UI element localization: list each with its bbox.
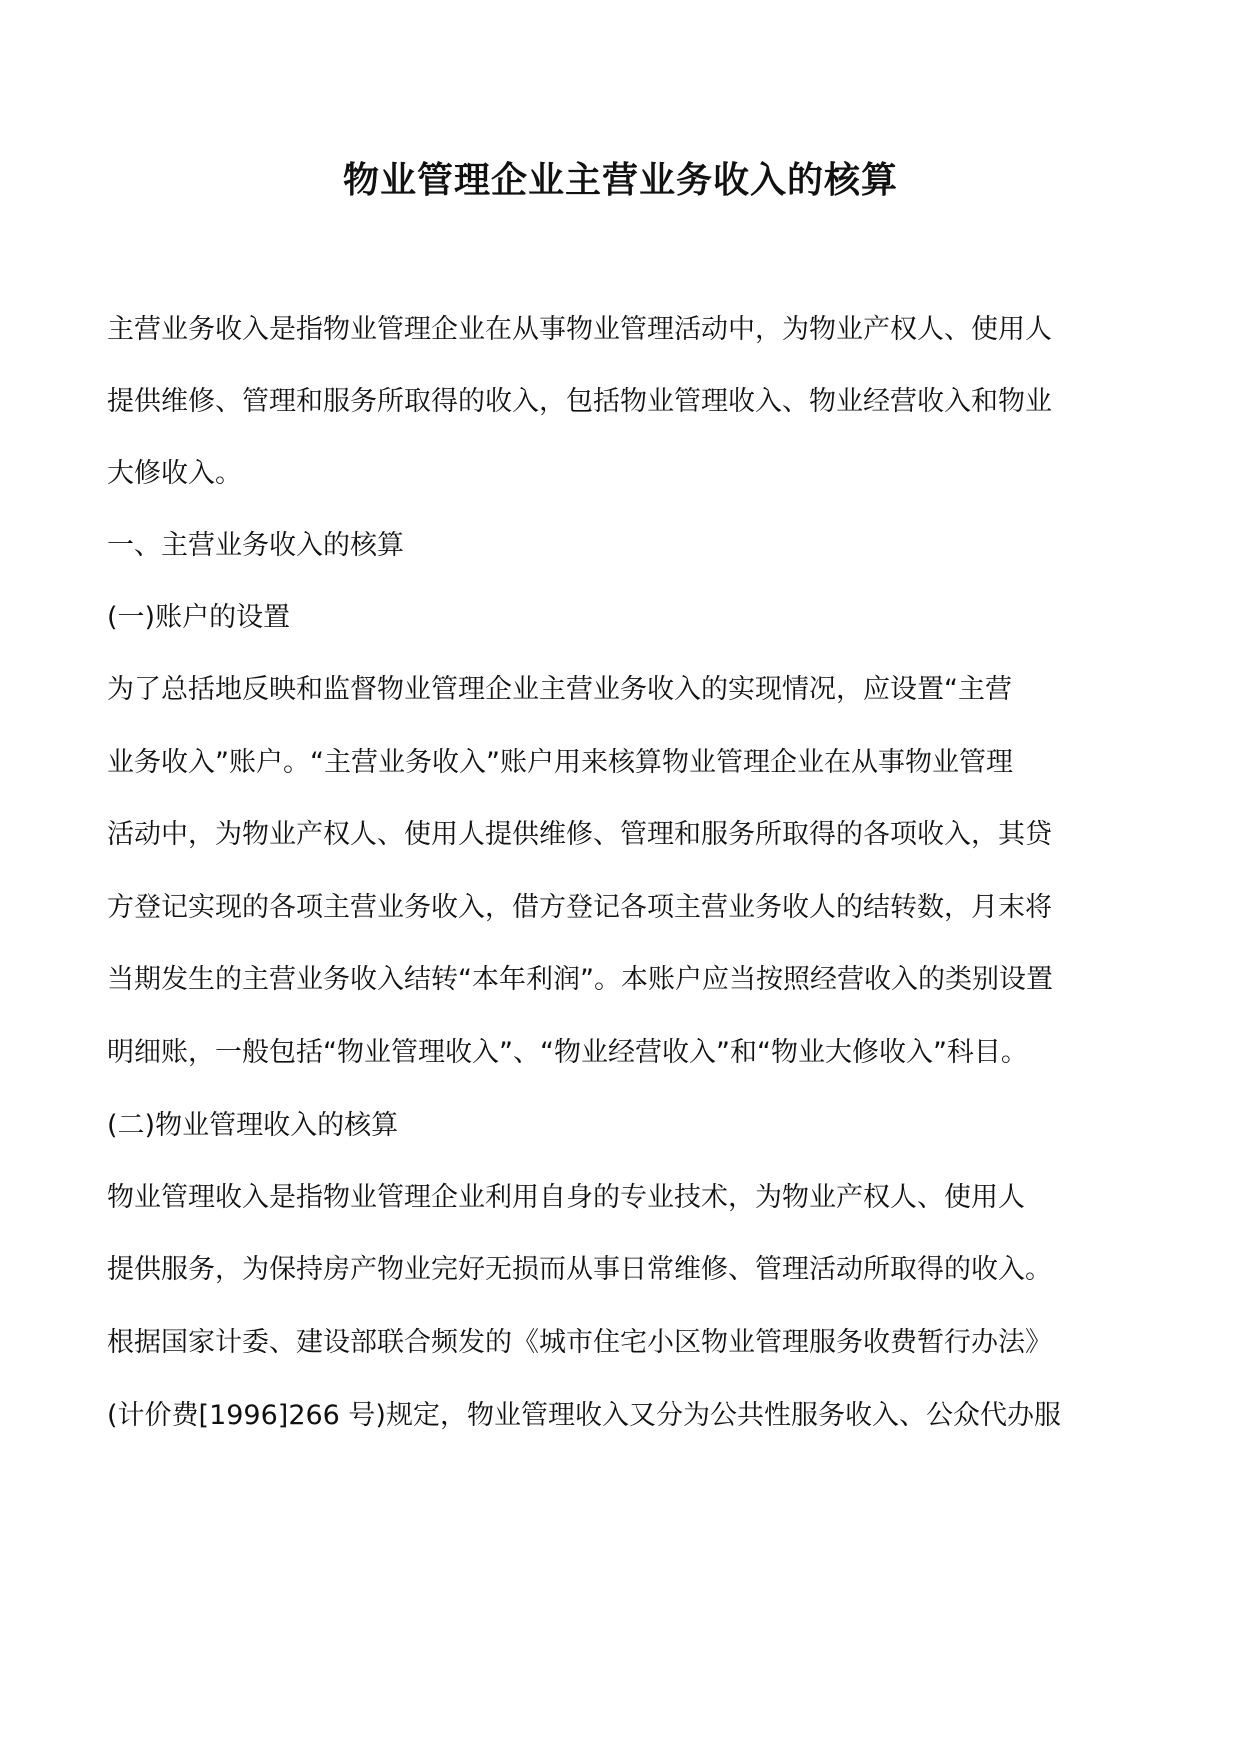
document-title: 物业管理企业主营业务收入的核算 [342, 159, 898, 201]
paragraph-line-13: 物业管理收入是指物业管理企业利用自身的专业技术，为物业产权人、使用人 [107, 1182, 1025, 1213]
paragraph-line-3: 大修收入。 [107, 458, 242, 489]
paragraph-line-2: 提供维修、管理和服务所取得的收入，包括物业管理收入、物业经营收入和物业 [107, 386, 1052, 417]
subsection-heading-2: (二)物业管理收入的核算 [107, 1110, 399, 1141]
paragraph-line-11: 明细账，一般包括“物业管理收入”、“物业经营收入”和“物业大修收入”科目。 [107, 1037, 1028, 1068]
paragraph-line-6: 为了总括地反映和监督物业管理企业主营业务收入的实现情况，应设置“主营 [107, 674, 1012, 705]
paragraph-line-7: 业务收入”账户。“主营业务收入”账户用来核算物业管理企业在从事物业管理 [107, 747, 1013, 778]
paragraph-line-8: 活动中，为物业产权人、使用人提供维修、管理和服务所取得的各项收入，其贷 [107, 819, 1052, 850]
paragraph-line-9: 方登记实现的各项主营业务收入，借方登记各项主营业务收人的结转数，月末将 [107, 892, 1052, 923]
paragraph-line-15: 根据国家计委、建设部联合频发的《城市住宅小区物业管理服务收费暂行办法》 [107, 1327, 1052, 1358]
paragraph-line-14: 提供服务，为保持房产物业完好无损而从事日常维修、管理活动所取得的收入。 [107, 1254, 1052, 1285]
paragraph-line-1: 主营业务收入是指物业管理企业在从事物业管理活动中，为物业产权人、使用人 [107, 314, 1052, 345]
paragraph-line-16: (计价费[1996]266 号)规定，物业管理收入又分为公共性服务收入、公众代办服 [107, 1400, 1061, 1431]
subsection-heading-1: (一)账户的设置 [107, 602, 291, 633]
section-heading-1: 一、主营业务收入的核算 [107, 530, 404, 561]
paragraph-line-10: 当期发生的主营业务收入结转“本年利润”。本账户应当按照经营收入的类别设置 [107, 964, 1053, 995]
